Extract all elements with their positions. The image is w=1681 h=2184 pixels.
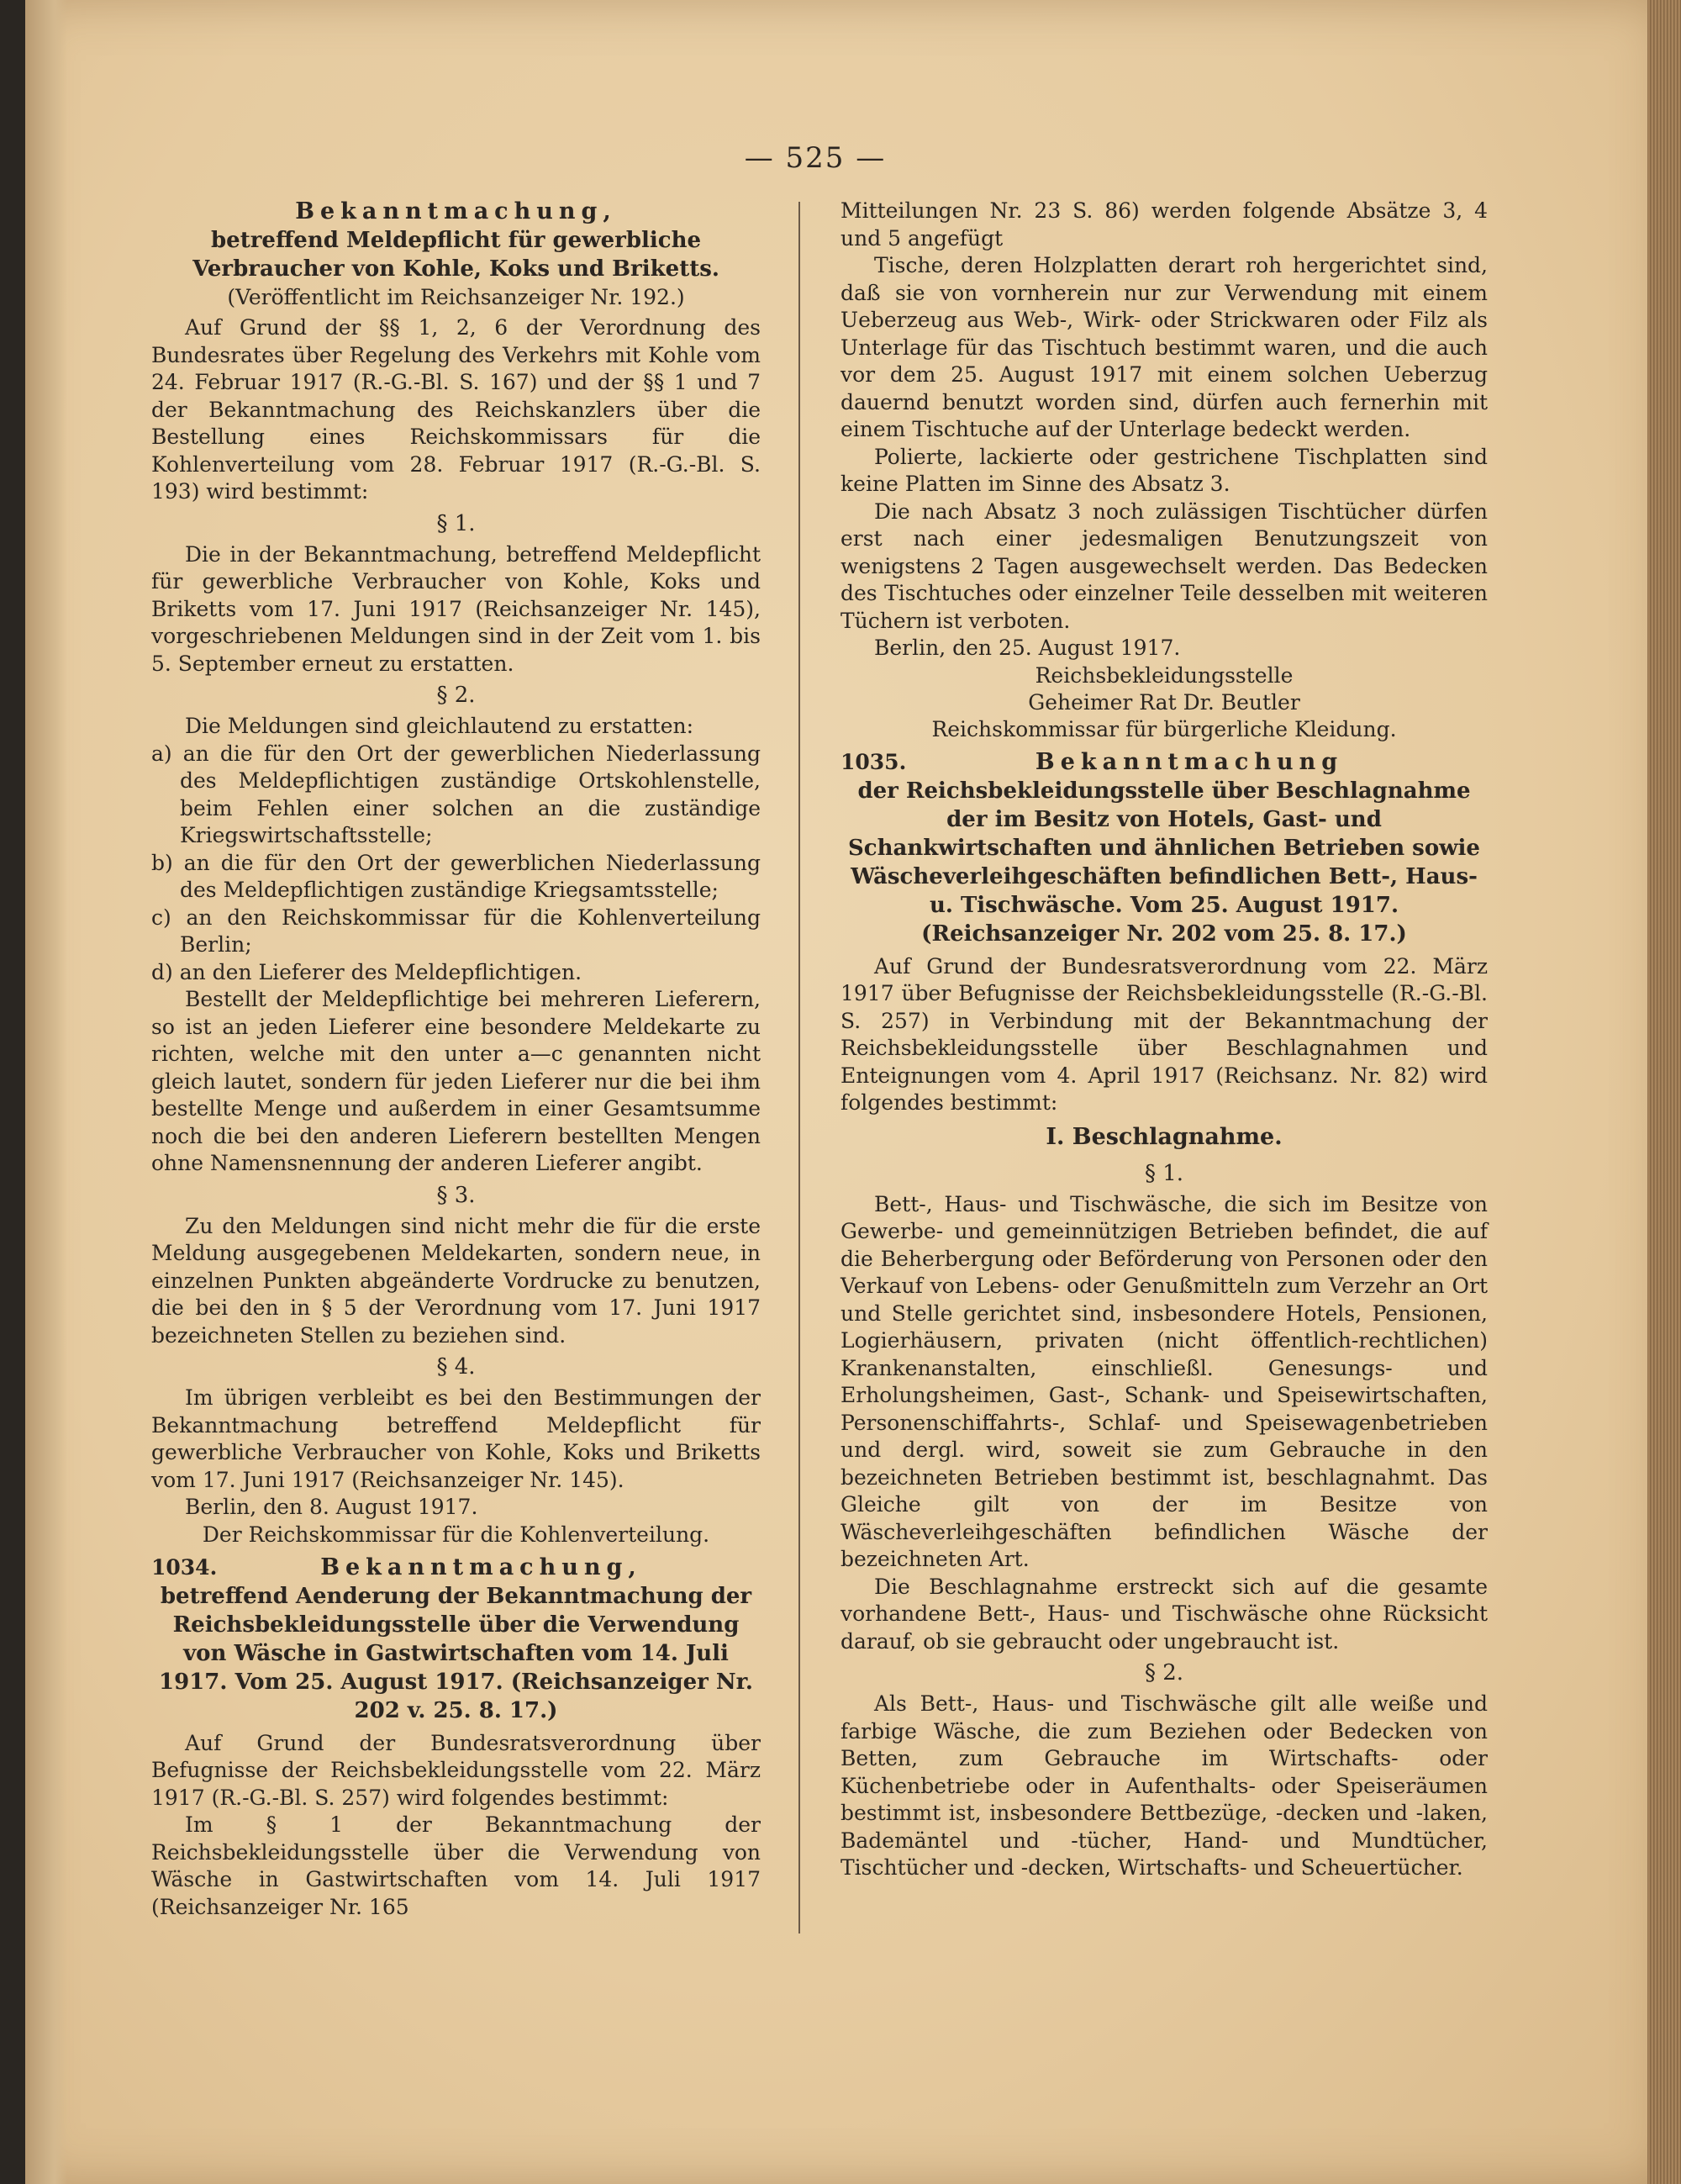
list-item: b) an die für den Ort der gewerblichen Niederlassung des Meldepflichtigen zuständige Kriegsamtsstelle; (151, 850, 761, 902)
signature-title: Reichskommissar für bürgerliche Kleidung. (931, 716, 1397, 741)
section-text: Bestellt der Meldepflichtige bei mehreren Lieferern, so ist an jeden Lieferer eine besondere Meldekarte zu richten, welche mit den unter a—c genannten nicht gleich lautet, sondern für jeden Lieferer nur die bei ihm bestellte Menge und außerdem in einer Gesamtsumme noch die bei den anderen Lieferern bestellten Mengen ohne Namensnennung der anderen Lieferer angibt. (151, 987, 761, 1175)
list-item: a) an die für den Ort der gewerblichen Niederlassung des Meldepflichtigen zuständige Ortskohlenstelle, beim Fehlen einer solchen an die zuständige Kriegswirtschaftsstelle; (151, 741, 761, 847)
paragraph: Polierte, lackierte oder gestrichene Tischplatten sind keine Platten im Sinne des Absatz 3. (840, 444, 1488, 496)
signature: Der Reichskommissar für die Kohlenverteilung. (202, 1522, 710, 1547)
notice-text: Im § 1 der Bekanntmachung der Reichsbekleidungsstelle über die Verwendung von Wäsche in Gastwirtschaften vom 14. Juli 1917 (Reichsanzeiger Nr. 165 (151, 1812, 761, 1919)
list-item: c) an den Reichskommissar für die Kohlenverteilung Berlin; (151, 905, 761, 957)
notice-title: Bekanntmachung, (295, 198, 617, 224)
section-text: Bett-, Haus- und Tischwäsche, die sich im Besitze von Gewerbe- und gemeinnützigen Betrieben befindet, die auf die Beherbergung oder Beförderung von Personen oder den Verkauf von Lebens- oder Genußmitteln zum Verzehr an Ort und Stelle gerichtet sind, insbesondere Hotels, Pensionen, Logierhäusern, privaten (nicht öffentlich-rechtlichen) Krankenanstalten, einschließl. Genesungs- und Erholungsheimen, Gast-, Schank- und Speisewirtschaften, Personenschiffahrts-, Schlaf- und Speisewagenbetrieben und dergl. wird, soweit sie zum Gebrauche in den bezeichneten Betrieben bestimmt ist, beschlagnahmt. Das Gleiche gilt von der im Besitze von Wäscheverleihgeschäften befindlichen Wäsche der bezeichneten Art. (840, 1191, 1488, 1571)
section-text: Im übrigen verbleibt es bei den Bestimmungen der Bekanntmachung betreffend Meldepflicht für gewerbliche Verbraucher von Kohle, Koks und Briketts vom 17. Juni 1917 (Reichsanzeiger Nr. 145). (151, 1385, 761, 1492)
notice-intro: Auf Grund der §§ 1, 2, 6 der Verordnung des Bundesrates über Regelung des Verkehrs mit Kohle vom 24. Februar 1917 (R.-G.-Bl. S. 167) und der §§ 1 und 7 der Bekanntmachung des Reichskanzlers über die Bestellung eines Reichskommissars für die Kohlenverteilung vom 28. Februar 1917 (R.-G.-Bl. S. 193) wird bestimmt: (151, 315, 761, 504)
section-text: Als Bett-, Haus- und Tischwäsche gilt alle weiße und farbige Wäsche, die zum Beziehen oder Bedecken von Betten, zum Gebrauche im Wirtschafts- oder Küchenbetriebe oder in Aufenthalts- oder Speiseräumen bestimmt ist, insbesondere Bettbezüge, -decken und -laken, Bademäntel und -tücher, Hand- und Mundtücher, Tischtücher und -decken, Wirtschafts- und Scheuertücher. (840, 1691, 1488, 1880)
place-date: Berlin, den 8. August 1917. (185, 1495, 478, 1519)
notice-title: Bekanntmachung, (320, 1554, 642, 1580)
notice-intro: Auf Grund der Bundesratsverordnung vom 22. März 1917 über Befugnisse der Reichsbekleidungsstelle (R.-G.-Bl. S. 257) in Verbindung mit der Bekanntmachung der Reichsbekleidungsstelle über Beschlagnahmen und Enteignungen vom 4. April 1917 (Reichsanz. Nr. 82) wird folgendes bestimmt: (840, 953, 1488, 1115)
page-number: — 525 — (744, 141, 887, 175)
section-heading: § 2. (1144, 1660, 1184, 1685)
section-heading: § 1. (1144, 1160, 1184, 1186)
paragraph: Tische, deren Holzplatten derart roh hergerichtet sind, daß sie von vornherein nur zur Verwendung mit einem Ueberzeug aus Web-, Wirk- oder Strickwaren oder Filz als Unterlage für das Tischtuch bestimmt waren, und die auch vor dem 25. August 1917 mit einem solchen Ueberzug dauernd benutzt worden sind, dürfen auch fernerhin mit einem Tischtuche auf der Unterlage bedeckt werden. (840, 253, 1488, 441)
right-column (840, 198, 1488, 1882)
section-text: Die in der Bekanntmachung, betreffend Meldepflicht für gewerbliche Verbraucher von Kohle, Koks und Briketts vom 17. Juni 1917 (Reichsanzeiger Nr. 145), vorgeschriebenen Meldungen sind in der Zeit vom 1. bis 5. September erneut zu erstatten. (151, 541, 761, 676)
section-text: Zu den Meldungen sind nicht mehr die für die erste Meldung ausgegebenen Meldekarten, sondern neue, in einzelnen Punkten abgeänderte Vordrucke zu benutzen, die bei den in § 5 der Verordnung vom 17. Juni 1917 bezeichneten Stellen zu beziehen sind. (151, 1213, 761, 1348)
signature-name: Geheimer Rat Dr. Beutler (1028, 689, 1300, 715)
notice-intro: Auf Grund der Bundesratsverordnung über Befugnisse der Reichsbekleidungsstelle vom 22. März 1917 (R.-G.-Bl. S. 257) wird folgendes bestimmt: (151, 1730, 761, 1810)
notice-number: 1034. (151, 1554, 218, 1580)
notice-header-row (840, 748, 1488, 777)
notice-number: 1035. (840, 749, 907, 774)
section-heading: § 2. (436, 683, 476, 708)
column-divider (798, 202, 800, 1933)
list-item: d) an den Lieferer des Meldepflichtigen. (151, 959, 582, 984)
section-heading: § 4. (436, 1354, 476, 1380)
left-column (151, 198, 761, 1921)
publication-note: (Veröffentlicht im Reichsanzeiger Nr. 192.) (227, 285, 685, 309)
section-heading: § 1. (436, 510, 476, 536)
book-page-edges (1647, 0, 1681, 2184)
paragraph: Die nach Absatz 3 noch zulässigen Tischtücher dürfen erst nach einer jedesmaligen Benutzungszeit von wenigstens 2 Tagen ausgewechselt werden. Das Bedecken des Tischtuches oder einzelner Teile desselben mit weiteren Tüchern ist verboten. (840, 499, 1488, 633)
notice-subtitle: betreffend Meldepflicht für gewerbliche Verbraucher von Kohle, Koks und Briketts. (192, 228, 719, 282)
section-text: Die Meldungen sind gleichlautend zu erstatten: (185, 714, 694, 738)
section-text: Die Beschlagnahme erstreckt sich auf die gesamte vorhandene Bett-, Haus- und Tischwäsche ohne Rücksicht darauf, ob sie gebraucht oder ungebraucht ist. (840, 1574, 1488, 1654)
notice-header-row (151, 1554, 761, 1582)
notice-title: Bekanntmachung (1035, 748, 1344, 775)
notice-subtitle: betreffend Aenderung der Bekanntmachung der Reichsbekleidungsstelle über die Verwendung von Wäsche in Gastwirtschaften vom 14. Juli 1917. Vom 25. August 1917. (Reichsanzeiger Nr. 202 v. 25. 8. 17.) (158, 1583, 753, 1723)
continued-text: Mitteilungen Nr. 23 S. 86) werden folgende Absätze 3, 4 und 5 angefügt (840, 198, 1488, 251)
place-date: Berlin, den 25. August 1917. (874, 636, 1181, 660)
book-gutter (25, 0, 67, 2184)
section-heading: § 3. (436, 1182, 476, 1208)
part-heading: I. Beschlagnahme. (1046, 1123, 1283, 1150)
notice-subtitle: der Reichsbekleidungsstelle über Beschlagnahme der im Besitz von Hotels, Gast- und Schankwirtschaften und ähnlichen Betrieben sowie Wäscheverleihgeschäften befindlichen Bett-, Haus- u. Tischwäsche. Vom 25. August 1917. (Reichsanzeiger Nr. 202 vom 25. 8. 17.) (848, 778, 1480, 947)
signature-office: Reichsbekleidungsstelle (1035, 662, 1294, 688)
